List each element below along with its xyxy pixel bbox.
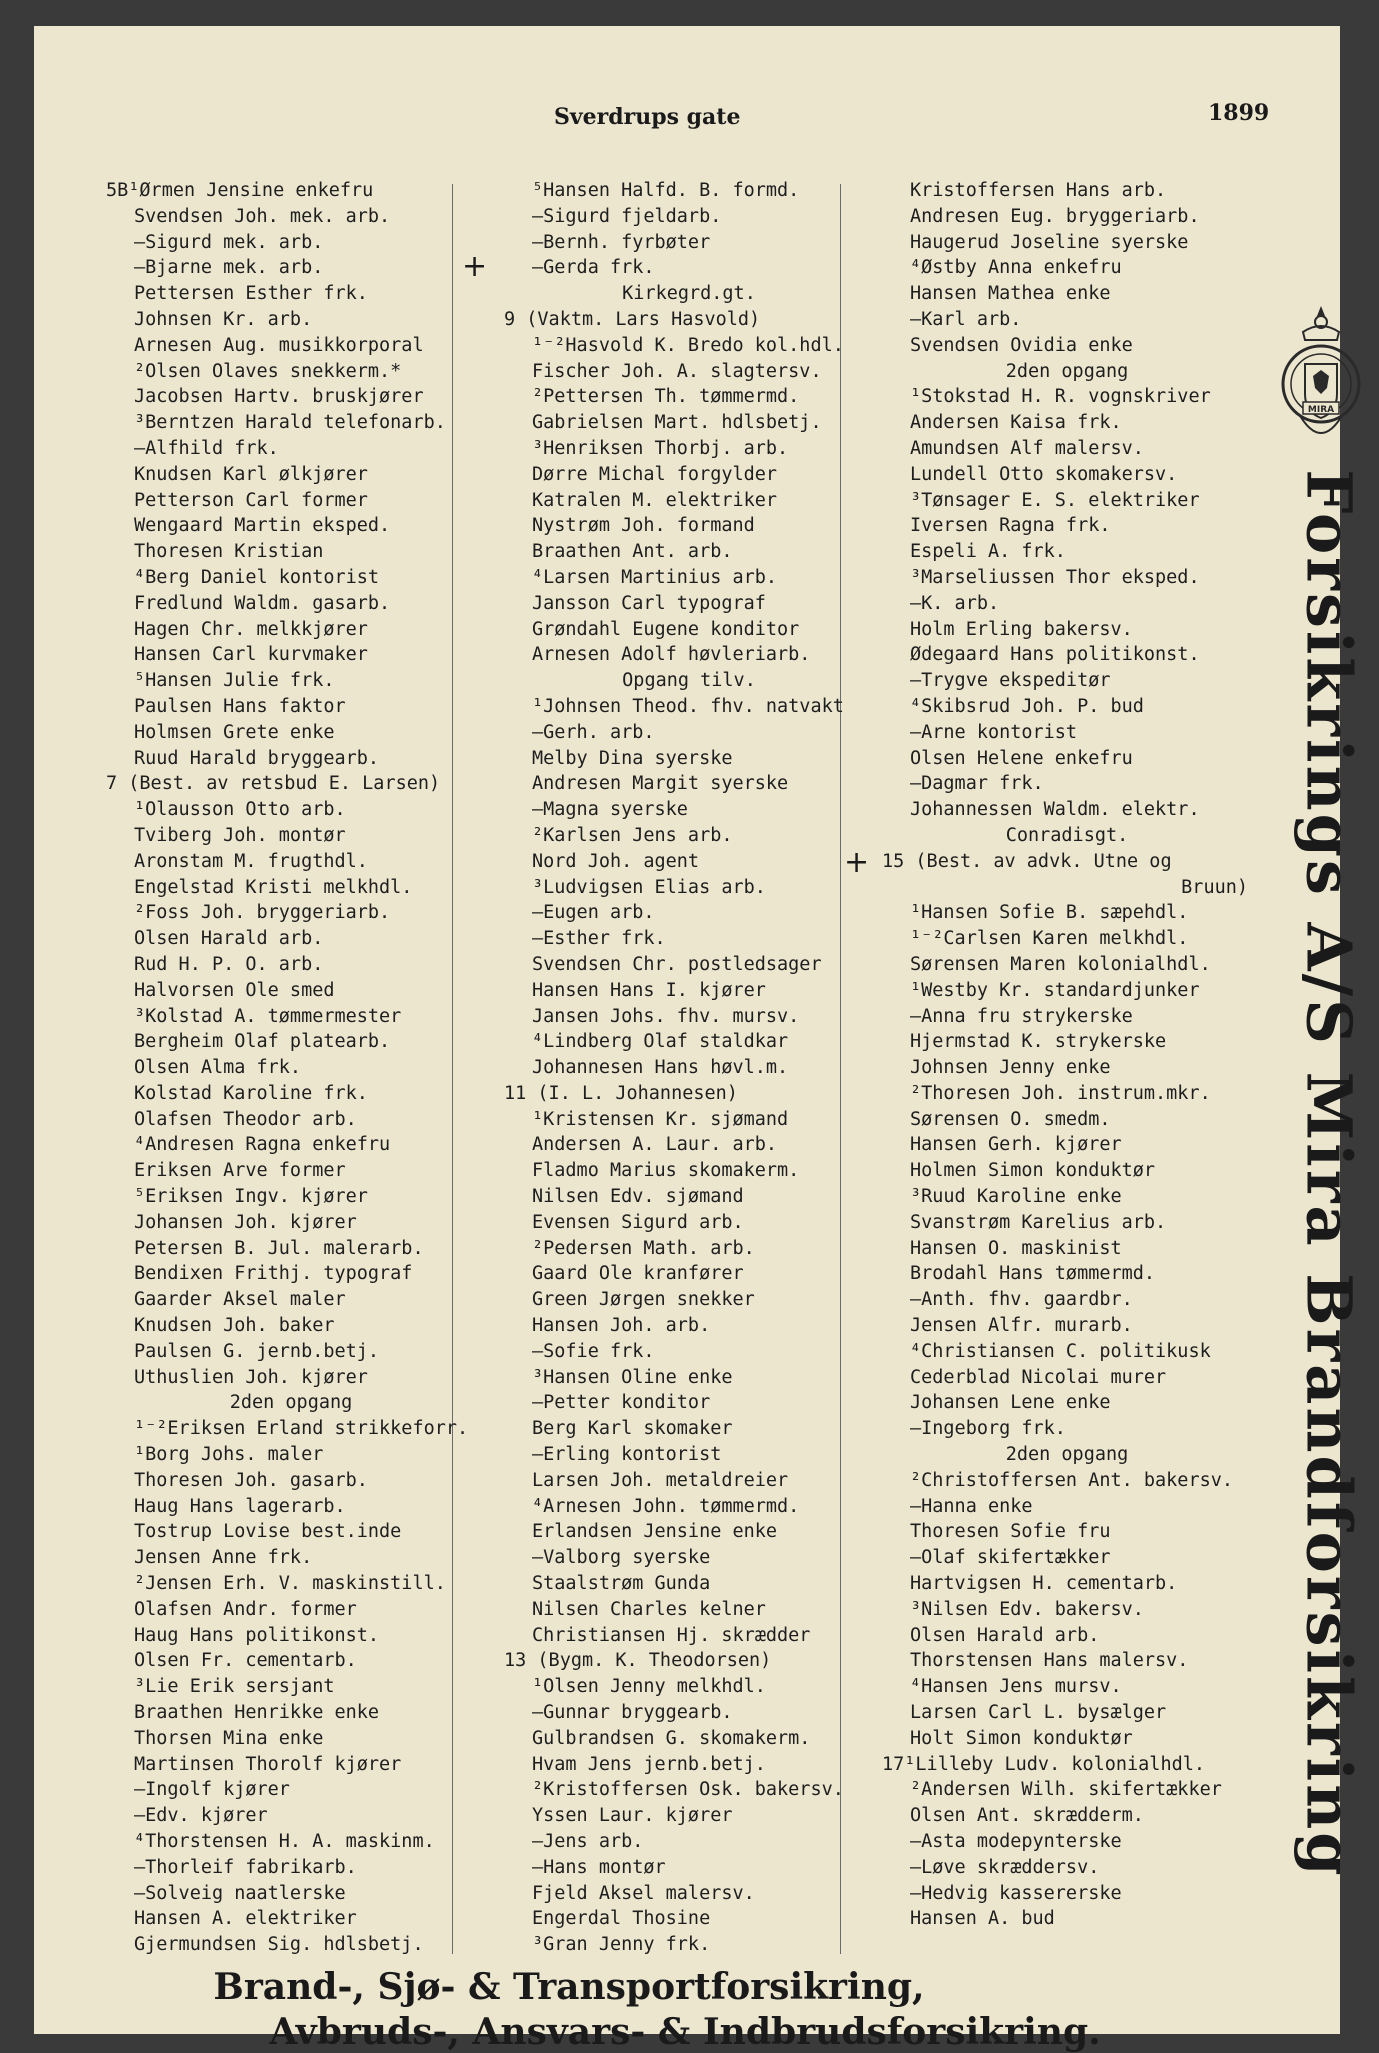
directory-entry: ¹Westby Kr. standardjunker [910,979,1200,1001]
directory-entry: Jansson Carl typograf [532,592,766,614]
directory-entry: ²Christoffersen Ant. bakersv. [910,1469,1234,1491]
directory-entry: —Edv. kjører [134,1805,268,1827]
directory-entry: —Ingeborg frk. [910,1418,1066,1440]
directory-entry: Hansen A. bud [910,1908,1055,1930]
directory-entry: Olafsen Theodor arb. [134,1108,357,1130]
directory-entry: Nord Joh. agent [532,850,700,872]
directory-entry: Thoresen Kristian [134,541,324,563]
directory-entry: Kristoffersen Hans arb. [910,180,1167,201]
directory-entry: Evensen Sigurd arb. [532,1211,744,1233]
directory-entry: —Hans montør [532,1856,666,1878]
directory-entry: Staalstrøm Gunda [532,1573,711,1595]
directory-entry: —Solveig naatlerske [134,1882,346,1904]
directory-entry: Uthuslien Joh. kjører [134,1366,368,1388]
directory-entry: ⁴Hansen Jens mursv. [910,1676,1122,1698]
directory-entry: Paulsen Hans faktor [134,695,346,717]
directory-entry: Johannesen Hans høvl.m. [532,1057,789,1079]
directory-entry: ³Gran Jenny frk. [532,1934,711,1956]
directory-entry: Olsen Helene enkefru [910,747,1133,769]
directory-entry: ¹Olausson Otto arb. [134,799,346,821]
directory-entry: Thoresen Sofie fru [910,1521,1111,1543]
directory-entry: Braathen Ant. arb. [532,541,733,563]
directory-entry: Sørensen Maren kolonialhdl. [910,953,1211,975]
directory-entry: ³Ludvigsen Elias arb. [532,876,766,898]
directory-entry: Braathen Henrikke enke [134,1702,380,1724]
directory-entry: Arnesen Aug. musikkorporal [134,334,424,356]
directory-entry: Johannessen Waldm. elektr. [910,799,1200,821]
directory-entry: Halvorsen Ole smed [134,979,335,1001]
directory-entry: Olsen Ant. skrædderm. [910,1805,1144,1827]
directory-entry: ³Henriksen Thorbj. arb. [532,437,789,459]
page-title: Sverdrups gate [554,104,741,130]
directory-entry: Holm Erling bakersv. [910,618,1133,640]
emblem-label: MIRA [1307,405,1335,415]
directory-entry: —Valborg syerske [532,1547,711,1569]
directory-entry: ⁴Thorstensen H. A. maskinm. [134,1831,435,1852]
directory-entry: Gabrielsen Mart. hdlsbetj. [532,412,822,434]
directory-entry: Hansen Mathea enke [910,283,1111,305]
directory-entry: Olsen Harald arb. [134,928,324,950]
directory-entry: —Hanna enke [910,1495,1033,1517]
directory-entry: Fladmo Marius skomakerm. [532,1160,800,1182]
directory-entry: ⁴Christiansen C. politikusk [910,1340,1211,1362]
directory-entry: ¹Johnsen Theod. fhv. natvakt [532,695,844,717]
directory-entry: Andresen Margit syerske [532,773,789,795]
directory-entry: ¹Kristensen Kr. sjømand [532,1108,789,1130]
directory-entry: Eriksen Arve former [134,1160,346,1182]
directory-entry: 7 (Best. av retsbud E. Larsen) [106,773,441,795]
directory-entry: —Karl arb. [910,308,1022,330]
directory-entry: Holmen Simon konduktør [910,1160,1156,1182]
directory-entry: Cederblad Nicolai murer [910,1366,1167,1388]
directory-entry: ¹Hansen Sofie B. sæpehdl. [910,902,1189,924]
directory-entry: Thoresen Joh. gasarb. [134,1469,368,1491]
directory-entry: ⁵Eriksen Ingv. kjører [134,1186,368,1208]
directory-entry: ³Marseliussen Thor eksped. [910,566,1200,588]
directory-entry: 2den opgang [229,1392,353,1414]
directory-entry: —Gunnar bryggearb. [532,1702,733,1724]
directory-entry: Pettersen Esther frk. [134,283,368,305]
directory-entry: Hansen Gerh. kjører [910,1134,1122,1156]
directory-entry: Yssen Laur. kjører [532,1805,733,1827]
directory-entry: ²Jensen Erh. V. maskinstill. [134,1573,446,1595]
directory-entry: Jansen Johs. fhv. mursv. [532,1005,800,1027]
directory-entry: Svendsen Joh. mek. arb. [134,205,391,227]
directory-entry: Bruun) [1181,876,1248,898]
directory-entry: —Gerh. arb. [532,721,655,743]
directory-entry: ³Nilsen Edv. bakersv. [910,1598,1144,1620]
side-advertisement-text: Forsikrings A/S Mira Brandforsikring [1292,469,1366,1879]
directory-entry: Fjeld Aksel malersv. [532,1882,755,1904]
directory-entry: ²Karlsen Jens arb. [532,824,733,846]
directory-entry: Thorsen Mina enke [134,1727,324,1749]
cross-marker: + [462,249,488,284]
directory-entry: —Erling kontorist [532,1444,722,1466]
directory-entry: Petersen B. Jul. malerarb. [134,1237,424,1259]
directory-entry: Hvam Jens jernb.betj. [532,1753,766,1775]
directory-column-2 [504,178,874,1958]
directory-entry: Andersen Kaisa frk. [910,412,1122,434]
directory-entry: —K. arb. [910,592,1000,614]
directory-entry: Thorstensen Hans malersv. [910,1650,1189,1672]
directory-entry: Hansen Joh. arb. [532,1315,711,1337]
directory-entry: ²Kristoffersen Osk. bakersv. [532,1779,844,1801]
directory-entry: Hagen Chr. melkkjører [134,618,368,640]
directory-entry: 15 (Best. av advk. Utne og [882,850,1172,872]
directory-entry: ¹⁻²Hasvold K. Bredo kol.hdl. [532,334,844,356]
directory-entry: Espeli A. frk. [910,541,1066,563]
directory-entry: 17¹Lilleby Ludv. kolonialhdl. [882,1753,1206,1775]
directory-entry: Lundell Otto skomakersv. [910,463,1178,485]
directory-entry: Wengaard Martin eksped. [134,515,391,537]
directory-entry: Svendsen Chr. postledsager [532,953,822,975]
directory-entry: Olsen Alma frk. [134,1057,302,1079]
mira-emblem-icon [1279,302,1363,474]
directory-entry: Martinsen Thorolf kjører [134,1753,402,1775]
directory-entry: Kirkegrd.gt. [622,283,756,305]
cross-marker: + [844,845,870,880]
directory-entry: ³Kolstad A. tømmermester [134,1005,402,1027]
footer-advertisement-line-2: Avbruds-, Ansvars- & Indbrudsforsikring. [269,2011,1101,2053]
directory-entry: ³Berntzen Harald telefonarb. [134,412,446,434]
directory-entry: Larsen Carl L. bysælger [910,1702,1167,1724]
directory-entry: Christiansen Hj. skrædder [532,1624,811,1646]
directory-entry: ⁴Berg Daniel kontorist [134,566,380,588]
directory-entry: Hansen O. maskinist [910,1237,1122,1259]
footer-advertisement-line-1: Brand-, Sjø- & Transportforsikring, [213,1966,925,2008]
directory-entry: Tostrup Lovise best.inde [134,1521,402,1543]
directory-entry: ⁴Lindberg Olaf staldkar [532,1031,789,1053]
directory-entry: Jensen Alfr. murarb. [910,1315,1133,1337]
directory-entry: Olafsen Andr. former [134,1598,357,1620]
directory-entry: ³Ruud Karoline enke [910,1186,1122,1208]
directory-entry: Bendixen Frithj. typograf [134,1263,413,1285]
directory-entry: ¹⁻²Carlsen Karen melkhdl. [910,928,1189,950]
directory-entry: Katralen M. elektriker [532,489,778,511]
directory-entry: Andresen Eug. bryggeriarb. [910,205,1200,227]
directory-entry: Ødegaard Hans politikonst. [910,644,1200,666]
directory-entry: ⁴Østby Anna enkefru [910,257,1122,279]
directory-entry: Engelstad Kristi melkhdl. [134,876,413,898]
directory-entry: ¹Stokstad H. R. vognskriver [910,386,1211,408]
directory-entry: Opgang tilv. [622,670,756,692]
directory-entry: Jensen Anne frk. [134,1547,313,1569]
directory-entry: Arnesen Adolf høvleriarb. [532,644,811,666]
directory-entry: —Løve skræddersv. [910,1856,1100,1878]
directory-entry: —Dagmar frk. [910,773,1044,795]
directory-entry: —Asta modepynterske [910,1831,1122,1852]
directory-entry: Aronstam M. frugthdl. [134,850,368,872]
directory-entry: Brodahl Hans tømmermd. [910,1263,1156,1285]
directory-entry: Tviberg Joh. montør [134,824,346,846]
directory-entry: —Sigurd mek. arb. [134,231,324,253]
directory-entry: ²Pettersen Th. tømmermd. [532,386,800,408]
directory-entry: —Eugen arb. [532,902,655,924]
directory-entry: ²Andersen Wilh. skifertækker [910,1779,1222,1801]
directory-entry: ¹⁻²Eriksen Erland strikkeforr. [134,1418,469,1440]
directory-entry: Nilsen Edv. sjømand [532,1186,744,1208]
directory-entry: ¹Borg Johs. maler [134,1444,324,1466]
directory-entry: —Sofie frk. [532,1340,655,1362]
directory-entry: Jacobsen Hartv. bruskjører [134,386,424,408]
directory-entry: Fischer Joh. A. slagtersv. [532,360,822,382]
directory-entry: Grøndahl Eugene konditor [532,618,800,640]
directory-entry: Nystrøm Joh. formand [532,515,755,537]
directory-entry: —Magna syerske [532,799,688,821]
directory-entry: —Bjarne mek. arb. [134,257,324,279]
directory-entry: ³Lie Erik sersjant [134,1676,335,1698]
directory-entry: Green Jørgen snekker [532,1289,755,1311]
directory-entry: Olsen Harald arb. [910,1624,1100,1646]
directory-entry: —Bernh. fyrbøter [532,231,711,253]
directory-entry: Johnsen Jenny enke [910,1057,1111,1079]
directory-entry: Holt Simon konduktør [910,1727,1133,1749]
directory-entry: 5B¹Ørmen Jensine enkefru [106,180,374,201]
directory-entry: Hansen Carl kurvmaker [134,644,368,666]
directory-entry: Paulsen G. jernb.betj. [134,1340,380,1362]
directory-entry: ²Foss Joh. bryggeriarb. [134,902,391,924]
directory-entry: Iversen Ragna frk. [910,515,1111,537]
directory-entry: Haug Hans politikonst. [134,1624,380,1646]
directory-entry: Svendsen Ovidia enke [910,334,1133,356]
directory-entry: Bergheim Olaf platearb. [134,1031,391,1053]
directory-entry: Engerdal Thosine [532,1908,711,1930]
directory-entry: ²Olsen Olaves snekkerm.* [134,360,402,382]
directory-entry: Hjermstad K. strykerske [910,1031,1167,1053]
directory-entry: Hansen Hans I. kjører [532,979,766,1001]
directory-entry: Hartvigsen H. cementarb. [910,1573,1178,1595]
directory-entry: Nilsen Charles kelner [532,1598,766,1620]
directory-entry: 9 (Vaktm. Lars Hasvold) [504,308,761,330]
directory-entry: —Anth. fhv. gaardbr. [910,1289,1133,1311]
directory-entry: Rud H. P. O. arb. [134,953,324,975]
directory-entry: Johansen Lene enke [910,1392,1111,1414]
directory-entry: ⁴Larsen Martinius arb. [532,566,778,588]
directory-entry: Amundsen Alf malersv. [910,437,1144,459]
directory-entry: Ruud Harald bryggearb. [134,747,380,769]
directory-entry: Johansen Joh. kjører [134,1211,357,1233]
directory-entry: Andersen A. Laur. arb. [532,1134,778,1156]
directory-entry: —Ingolf kjører [134,1779,290,1801]
directory-entry: Petterson Carl former [134,489,368,511]
directory-entry: —Alfhild frk. [134,437,279,459]
directory-entry: Conradisgt. [1005,824,1129,846]
directory-entry: ⁵Hansen Julie frk. [134,670,335,692]
directory-entry: —Hedvig kassererske [910,1882,1122,1904]
side-advertisement [1289,469,1369,1879]
directory-entry: Svanstrøm Karelius arb. [910,1211,1167,1233]
directory-entry: —Olaf skifertækker [910,1547,1111,1569]
directory-entry: Knudsen Joh. baker [134,1315,335,1337]
directory-entry: —Thorleif fabrikarb. [134,1856,357,1878]
directory-entry: Sørensen O. smedm. [910,1108,1111,1130]
directory-entry: Dørre Michal forgylder [532,463,778,485]
directory-entry: —Anna fru strykerske [910,1005,1133,1027]
page-number: 1899 [1208,100,1270,126]
directory-entry: Kolstad Karoline frk. [134,1082,368,1104]
directory-entry: —Arne kontorist [910,721,1078,743]
directory-entry: Olsen Fr. cementarb. [134,1650,357,1672]
directory-entry: Hansen A. elektriker [134,1908,357,1930]
directory-entry: Holmsen Grete enke [134,721,335,743]
directory-entry: 13 (Bygm. K. Theodorsen) [504,1650,772,1672]
directory-entry: ⁵Hansen Halfd. B. formd. [532,180,800,201]
directory-entry: —Trygve ekspeditør [910,670,1111,692]
directory-entry: ¹Olsen Jenny melkhdl. [532,1676,766,1698]
directory-entry: —Sigurd fjeldarb. [532,205,722,227]
directory-column-1 [106,178,476,1958]
directory-entry: Gulbrandsen G. skomakerm. [532,1727,811,1749]
directory-entry: 11 (I. L. Johannesen) [504,1082,738,1104]
directory-entry: —Gerda frk. [532,257,655,279]
directory-entry: Berg Karl skomaker [532,1418,733,1440]
directory-entry: ²Thoresen Joh. instrum.mkr. [910,1082,1211,1104]
directory-entry: Haug Hans lagerarb. [134,1495,346,1517]
directory-entry: 2den opgang [1005,360,1129,382]
directory-entry: Knudsen Karl ølkjører [134,463,368,485]
directory-entry: ⁴Arnesen John. tømmermd. [532,1495,800,1517]
directory-entry: Fredlund Waldm. gasarb. [134,592,391,614]
directory-entry: ³Hansen Oline enke [532,1366,733,1388]
directory-column-3 [882,178,1252,1932]
directory-entry: —Jens arb. [532,1831,644,1852]
directory-entry: Erlandsen Jensine enke [532,1521,778,1543]
directory-entry: Melby Dina syerske [532,747,733,769]
directory-entry: ⁴Andresen Ragna enkefru [134,1134,391,1156]
directory-entry: Gaarder Aksel maler [134,1289,346,1311]
directory-page [34,26,1366,2053]
directory-entry: Haugerud Joseline syerske [910,231,1189,253]
directory-entry: Larsen Joh. metaldreier [532,1469,789,1491]
directory-entry: ⁴Skibsrud Joh. P. bud [910,695,1144,717]
directory-entry: —Esther frk. [532,928,666,950]
directory-entry: ³Tønsager E. S. elektriker [910,489,1200,511]
directory-entry: Johnsen Kr. arb. [134,308,313,330]
directory-entry: 2den opgang [1005,1444,1129,1466]
directory-entry: Gjermundsen Sig. hdlsbetj. [134,1934,424,1956]
directory-entry: ²Pedersen Math. arb. [532,1237,755,1259]
directory-entry: Gaard Ole kranfører [532,1263,744,1285]
directory-entry: —Petter konditor [532,1392,711,1414]
